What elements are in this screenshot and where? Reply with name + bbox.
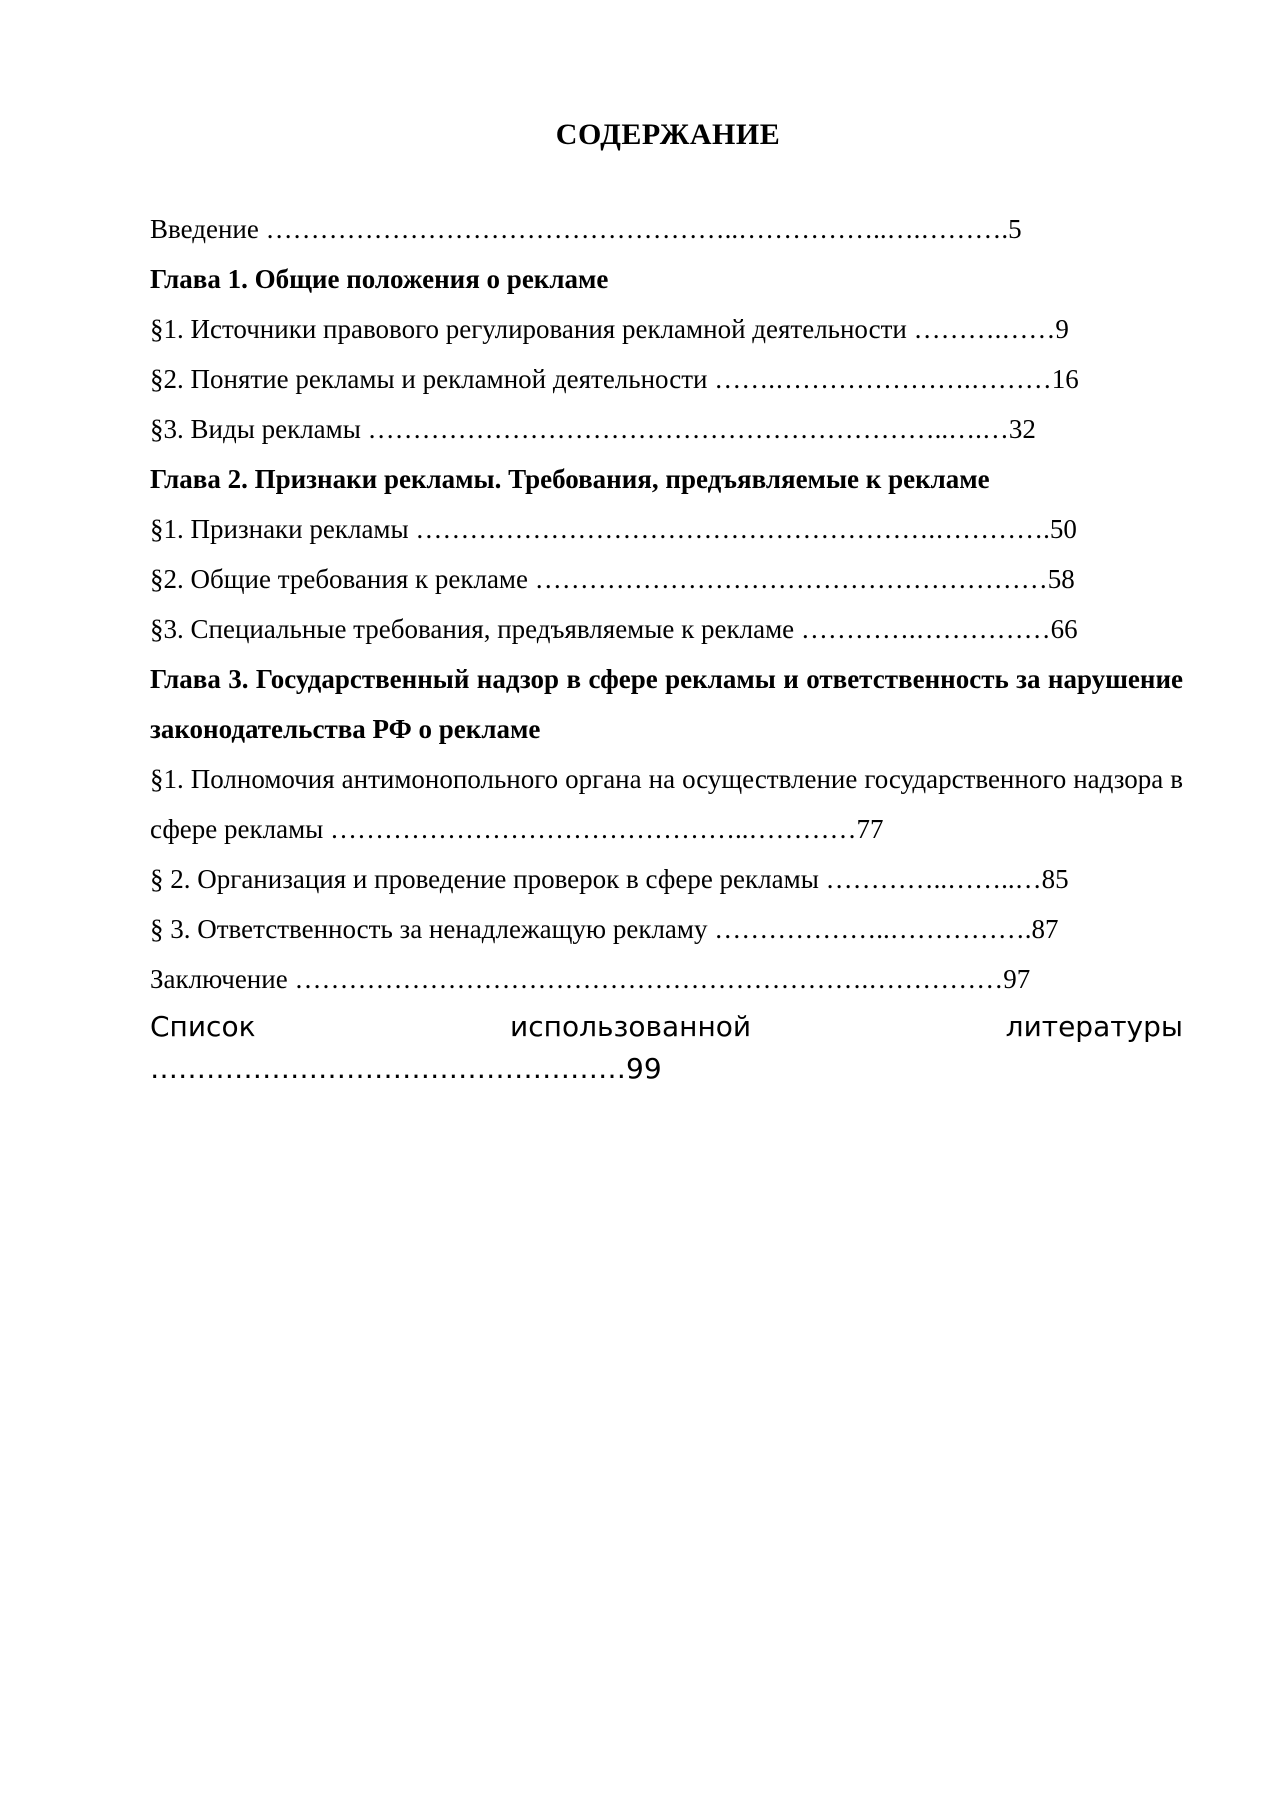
toc-entry-conclusion: Заключение ……………………………………………………….……………97 <box>150 964 1031 994</box>
toc-entry-3-1: §1. Полномочия антимонопольного органа на осуществление государственного надзора в сфере рекламы ………………………………………..…………77 <box>150 764 1183 844</box>
toc-entry-introduction: Введение ……………………………………………..……………..….……….5 <box>150 214 1022 244</box>
toc-entry-2-2: §2. Общие требования к рекламе …………………………………………………58 <box>150 564 1075 594</box>
toc-entry-3-3: § 3. Ответственность за ненадлежащую рекламу ………………..…………….87 <box>150 914 1059 944</box>
toc-entry-2-1: §1. Признаки рекламы ………………………………………………….………….50 <box>150 514 1077 544</box>
toc-entry-1-2: §2. Понятие рекламы и рекламной деятельности …….………………….………16 <box>150 364 1079 394</box>
toc-chapter-3: Глава 3. Государственный надзор в сфере рекламы и ответственность за нарушение законодательства РФ о рекламе <box>150 664 1183 744</box>
table-of-contents <box>150 204 1183 1090</box>
toc-entry-bibliography: Список использованной литературы ……………………………………………99 <box>150 1010 1183 1085</box>
toc-entry-1-1: §1. Источники правового регулирования рекламной деятельности ……….……9 <box>150 314 1069 344</box>
page-title: СОДЕРЖАНИЕ <box>555 118 781 151</box>
toc-chapter-1: Глава 1. Общие положения о рекламе <box>150 264 609 294</box>
toc-chapter-2: Глава 2. Признаки рекламы. Требования, предъявляемые к рекламе <box>150 464 990 494</box>
toc-entry-1-3: §3. Виды рекламы ………………………………………………………..….…32 <box>150 414 1036 444</box>
toc-entry-2-3: §3. Специальные требования, предъявляемые к рекламе ………….……………66 <box>150 614 1078 644</box>
toc-entry-3-2: § 2. Организация и проведение проверок в сфере рекламы …………..……..…85 <box>150 864 1069 894</box>
